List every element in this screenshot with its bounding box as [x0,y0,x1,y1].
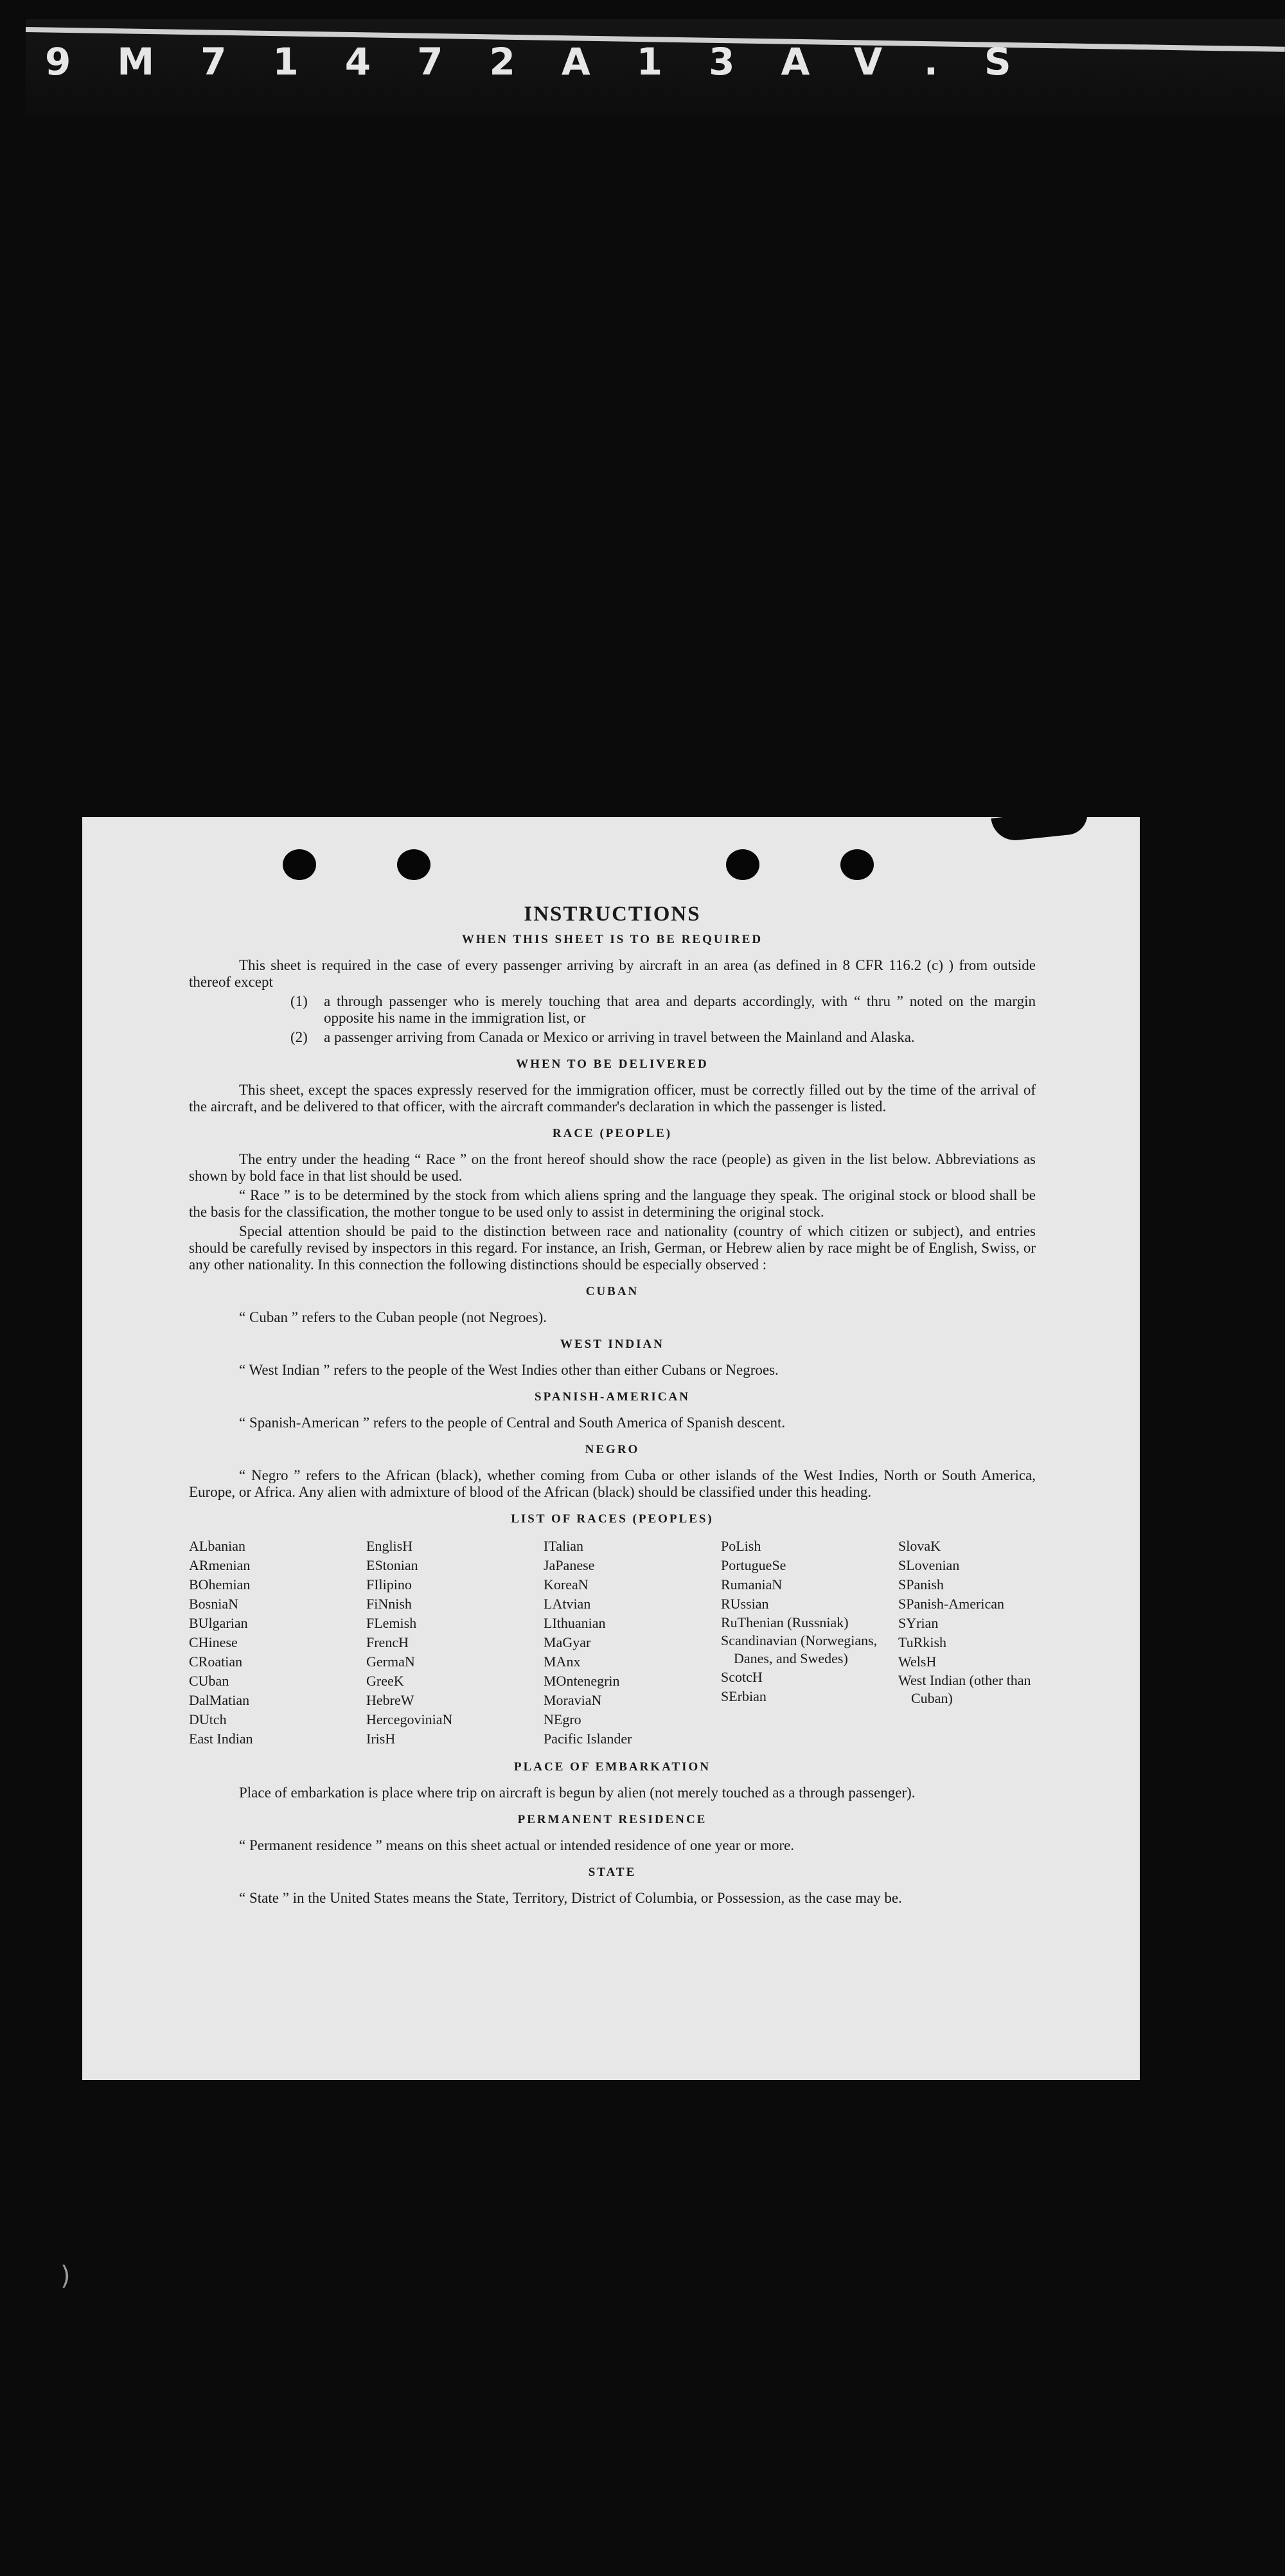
race-entry: FIlipino [366,1576,412,1592]
race-entry: HebreW [366,1692,414,1708]
paragraph: “ Race ” is to be determined by the stock from which aliens spring and the language they speak. The original stock or blood shall be the basis for the classification, the mother tongue to be used only to assist in determining the original stock. [189,1187,1036,1220]
race-entry: IrisH [366,1731,396,1747]
race-entry: RuThenian (Russniak) [721,1614,849,1630]
paragraph: “ State ” in the United States means the State, Territory, District of Columbia, or Possession, as the case may be. [239,1890,902,1906]
race-entry: CHinese [189,1634,238,1650]
race-entry: EStonian [366,1557,418,1573]
punch-hole [397,849,430,880]
race-entry: SPanish [898,1576,944,1592]
race-entry: JaPanese [544,1557,595,1573]
race-entry: EnglisH [366,1538,413,1554]
race-entry: SLovenian [898,1557,960,1573]
stray-mark: ) [60,2261,71,2291]
condition-item [189,993,1036,1027]
section-heading: RACE (PEOPLE) [552,1127,673,1140]
race-entry: RUssian [721,1596,769,1612]
race-entry: DUtch [189,1711,227,1727]
race-entry: SErbian [721,1688,767,1704]
race-entry: CRoatian [189,1654,243,1670]
race-entry: RumaniaN [721,1576,783,1592]
section-heading: NEGRO [585,1443,640,1456]
punch-hole [726,849,759,880]
punch-hole [283,849,316,880]
race-entry: ARmenian [189,1557,251,1573]
race-entry: FiNnish [366,1596,412,1612]
race-entry: NEgro [544,1711,581,1727]
race-entry: SlovaK [898,1538,941,1554]
race-entry: DalMatian [189,1692,250,1708]
race-entry: PortugueSe [721,1557,786,1573]
race-entry: MOntenegrin [544,1673,620,1689]
race-entry: GreeK [366,1673,404,1689]
race-entry: LAtvian [544,1596,591,1612]
condition-item [189,1029,1036,1046]
condition-number: (2) [290,1029,308,1045]
race-entry: BUlgarian [189,1615,248,1631]
race-entry: KoreaN [544,1576,589,1592]
punch-hole [840,849,874,880]
section-heading: PERMANENT RESIDENCE [517,1813,707,1826]
race-entry: BOhemian [189,1576,251,1592]
race-column [189,1537,366,1749]
section-heading: WHEN THIS SHEET IS TO BE REQUIRED [461,933,763,946]
paragraph: This sheet is required in the case of every passenger arriving by aircraft in an area (as defined in 8 CFR 116.2 (c) ) from outside thereof except [189,957,1036,990]
race-column [721,1537,898,1749]
section-heading: WHEN TO BE DELIVERED [516,1057,709,1071]
paragraph: “ Cuban ” refers to the Cuban people (not Negroes). [239,1309,547,1325]
paragraph: “ Permanent residence ” means on this sheet actual or intended residence of one year or more. [239,1837,795,1853]
race-entry: MaGyar [544,1634,591,1650]
race-entry: FLemish [366,1615,417,1631]
race-entry: West Indian (other than Cuban) [898,1672,1031,1706]
race-entry: Scandinavian (Norwegians, Danes, and Swedes) [721,1632,878,1666]
section-heading: PLACE OF EMBARKATION [514,1760,711,1774]
paragraph: “ West Indian ” refers to the people of the West Indies other than either Cubans or Negroes. [239,1362,779,1378]
race-entry: FrencH [366,1634,409,1650]
race-entry: ITalian [544,1538,583,1554]
condition-text: a through passenger who is merely touching that area and departs accordingly, with “ thru ” noted on the margin opposite his name in the immigration list, or [324,993,1036,1026]
page-title: INSTRUCTIONS [524,903,701,926]
race-entry: MAnx [544,1654,581,1670]
paragraph: “ Spanish-American ” refers to the people of Central and South America of Spanish descent. [239,1415,786,1431]
race-column [898,1537,1036,1749]
condition-number: (1) [290,993,308,1009]
paragraph: Place of embarkation is place where trip on aircraft is begun by alien (not merely touched as a through passenger). [239,1785,916,1801]
race-entry: CUban [189,1673,229,1689]
race-entry: PoLish [721,1538,761,1554]
race-entry: GermaN [366,1654,415,1670]
race-entry: WelsH [898,1654,937,1670]
section-heading: STATE [588,1866,637,1879]
section-heading: WEST INDIAN [560,1337,664,1351]
paragraph: “ Negro ” refers to the African (black), whether coming from Cuba or other islands of the West Indies, North or South America, Europe, or Africa. Any alien with admixture of blood of the African (black) should be classified under this heading. [189,1467,1036,1500]
race-entry: BosniaN [189,1596,238,1612]
film-frame-code: 9M71472A13AV.S [45,40,1058,84]
race-entry: HercegoviniaN [366,1711,453,1727]
condition-text: a passenger arriving from Canada or Mexico or arriving in travel between the Mainland and Alaska. [324,1029,915,1045]
torn-corner [991,817,1089,843]
race-entry: East Indian [189,1731,253,1747]
paragraph: The entry under the heading “ Race ” on the front hereof should show the race (people) as given in the list below. Abbreviations as shown by bold face in that list should be used. [189,1151,1036,1184]
race-list [189,1537,1036,1749]
race-entry: LIthuanian [544,1615,606,1631]
instruction-sheet [82,817,1140,2080]
race-entry: ALbanian [189,1538,245,1554]
race-entry: SPanish-American [898,1596,1004,1612]
race-entry: SYrian [898,1615,939,1631]
paragraph: This sheet, except the spaces expressly reserved for the immigration officer, must be correctly filled out by the time of the arrival of the aircraft, and be delivered to that officer, with the aircraft commander's declaration in which the passenger is listed. [189,1082,1036,1115]
section-heading: SPANISH-AMERICAN [535,1390,690,1404]
paragraph: Special attention should be paid to the distinction between race and nationality (country of which citizen or subject), and entries should be carefully revised by inspectors in this regard. For instance, an Irish, German, or Hebrew alien by race might be of English, Swiss, or any other nationality. In this connection the following distinctions should be especially observed : [189,1223,1036,1273]
race-entry: Pacific Islander [544,1731,632,1747]
race-entry: TuRkish [898,1634,947,1650]
race-entry: ScotcH [721,1669,763,1685]
races-heading: LIST OF RACES (PEOPLES) [511,1512,714,1526]
section-heading: CUBAN [585,1285,639,1298]
race-entry: MoraviaN [544,1692,602,1708]
sheet-content [189,903,1036,1909]
race-column [544,1537,721,1749]
race-column [366,1537,544,1749]
